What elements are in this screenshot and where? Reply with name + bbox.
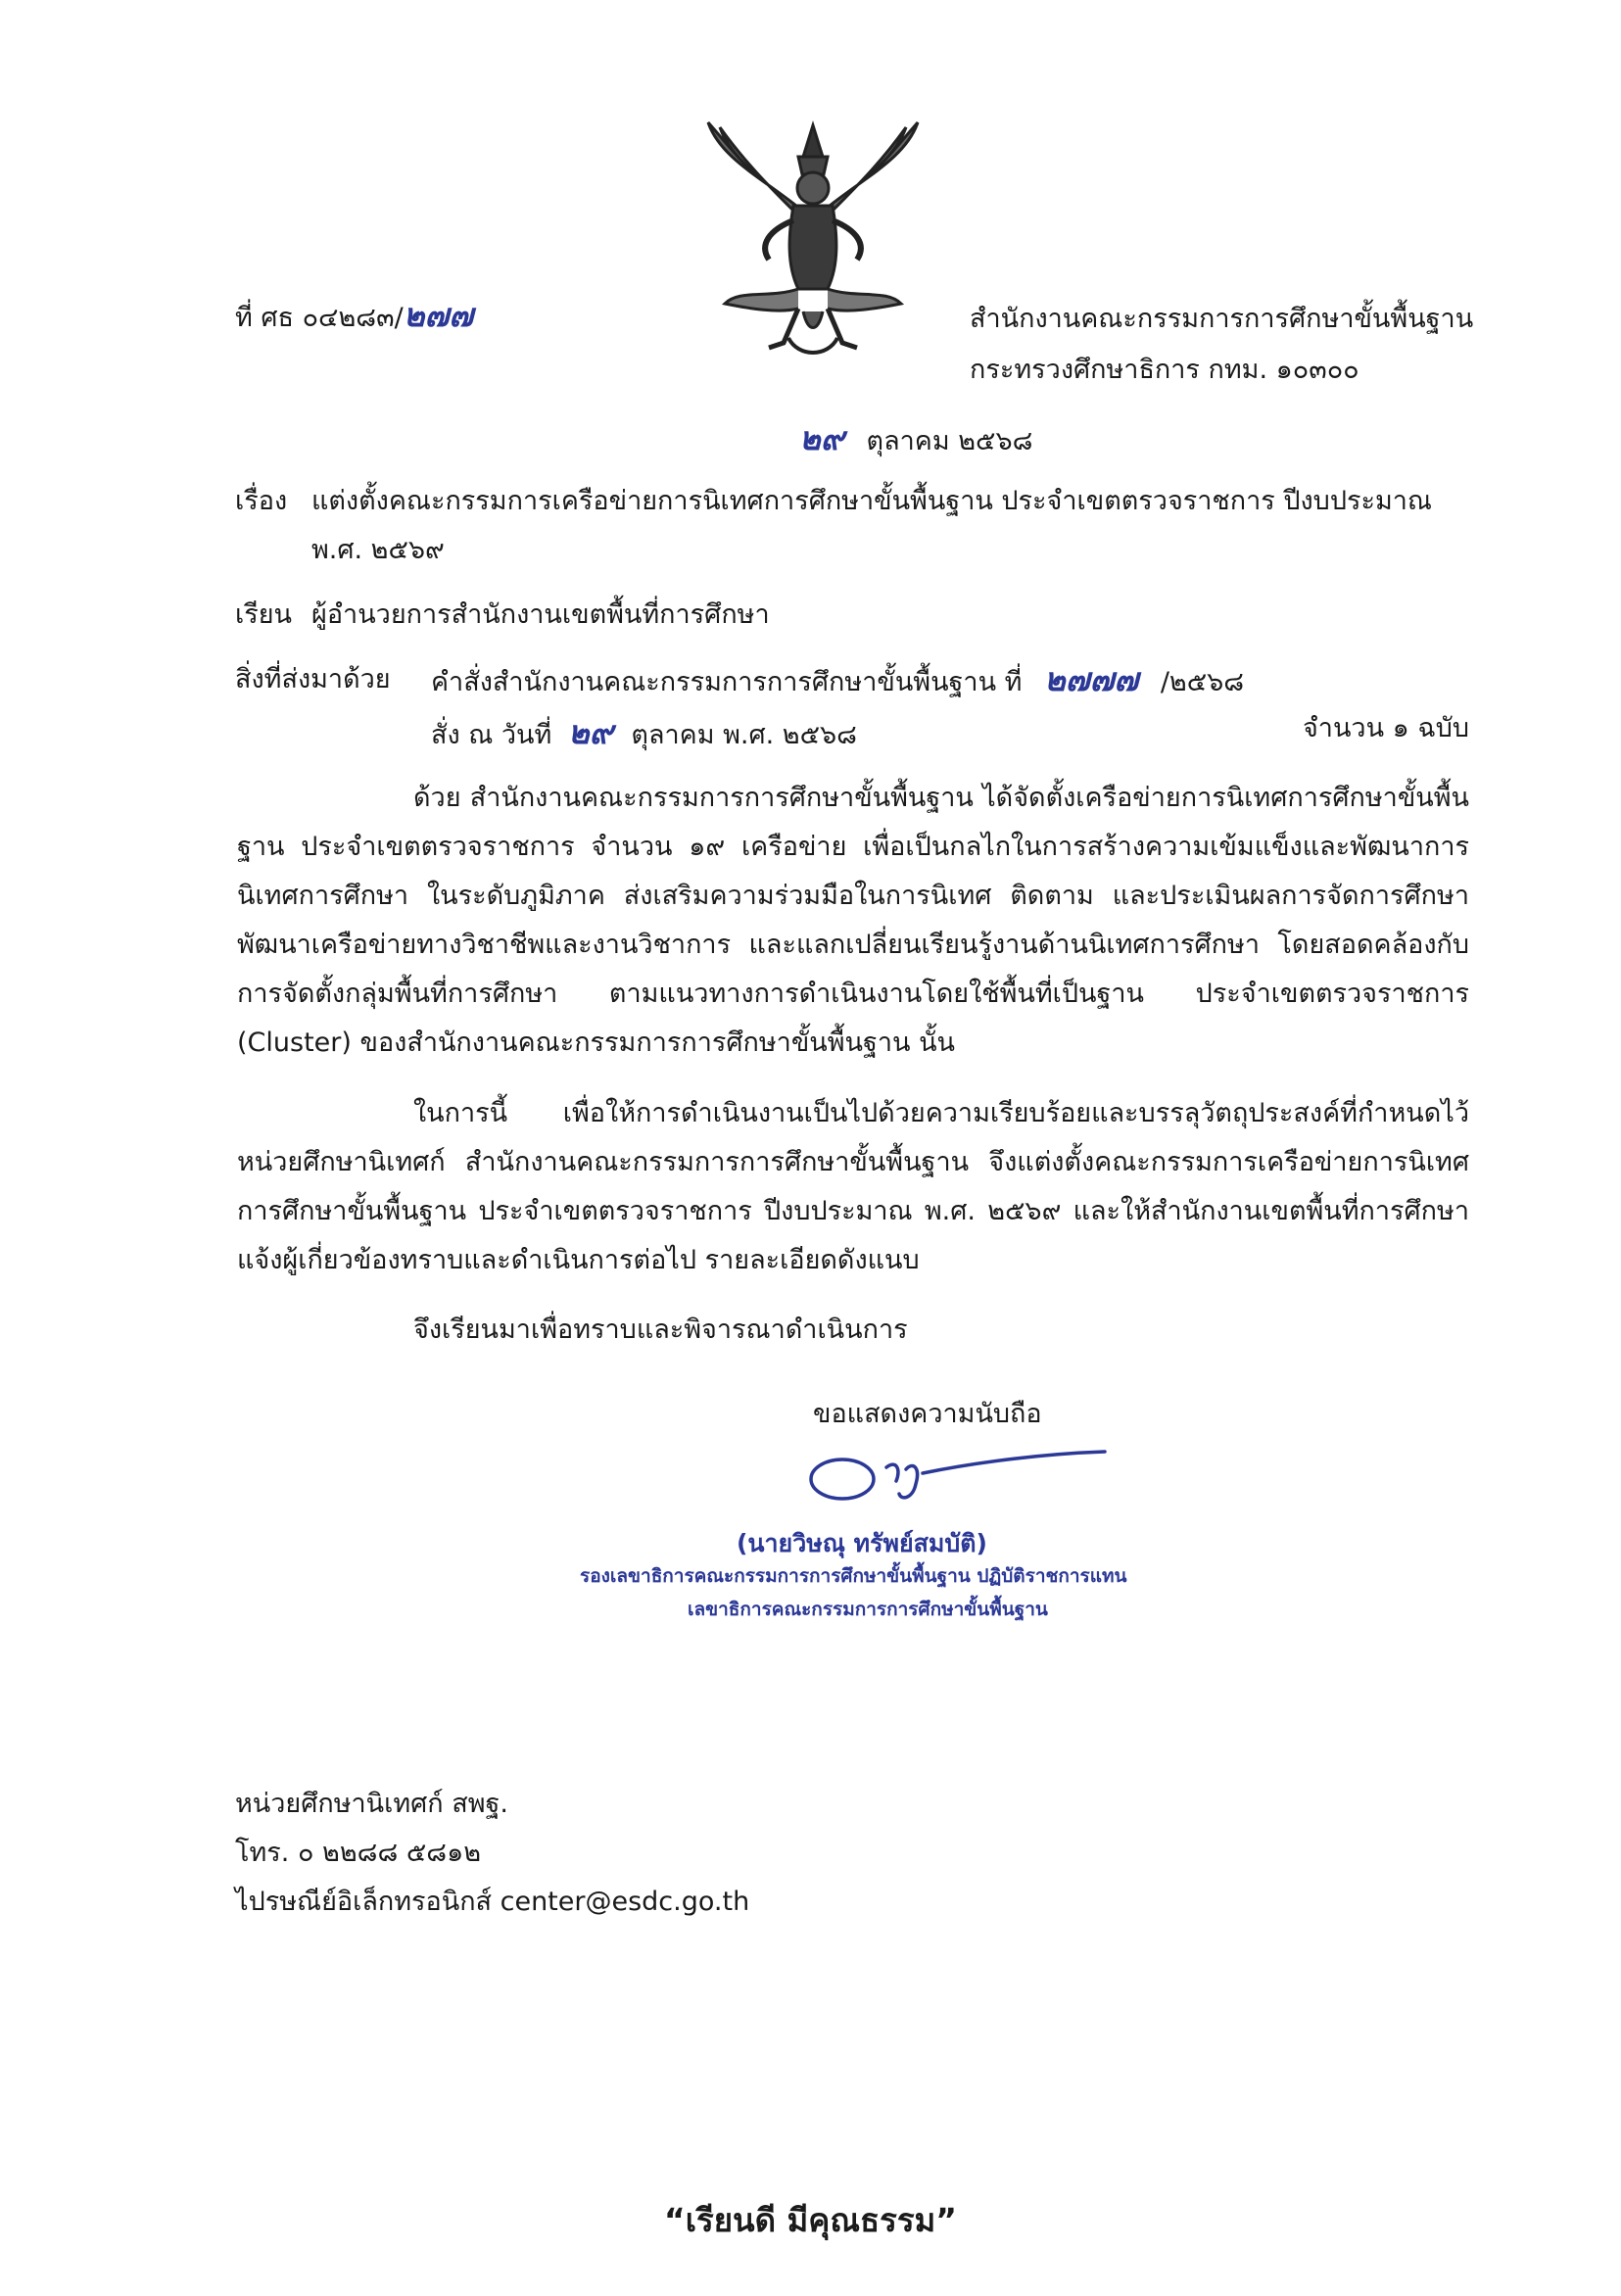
footer-motto: “เรียนดี มีคุณธรรม” — [664, 2201, 957, 2239]
date-day: ๒๙ — [799, 419, 844, 457]
signatory-title-1: รองเลขาธิการคณะกรรมการการศึกษาขั้นพื้นฐาน ปฏิบัติราชการแทน — [580, 1565, 1127, 1587]
garuda-emblem-icon — [700, 118, 926, 362]
ministry-address: กระทรวงศึกษาธิการ กทม. ๑๐๓๐๐ — [970, 355, 1359, 385]
closing-sentence: จึงเรียนมาเพื่อทราบและพิจารณาดำเนินการ — [413, 1315, 908, 1345]
enclosure-label: สิ่งที่ส่งมาด้วย — [235, 664, 391, 694]
agency-name: สำนักงานคณะกรรมการการศึกษาขั้นพื้นฐาน — [970, 304, 1474, 334]
reference-number: ๒๗๗ — [403, 296, 474, 334]
contact-unit: หน่วยศึกษานิเทศก์ สพฐ. — [235, 1789, 508, 1819]
reference-prefix: ที่ ศธ ๐๔๒๘๓/ — [235, 303, 404, 333]
body-paragraph-2 — [237, 1089, 1469, 1285]
subject-label: เรื่อง — [235, 486, 288, 516]
enclosure-order-year: /๒๕๖๘ — [1160, 667, 1245, 697]
date-month-year: ตุลาคม ๒๕๖๘ — [866, 426, 1033, 456]
salutation: ขอแสดงความนับถือ — [813, 1399, 1042, 1429]
enclosure-line-2 — [431, 713, 857, 752]
reference-line — [235, 296, 473, 335]
enclosure-count: จำนวน ๑ ฉบับ — [1302, 713, 1469, 743]
subject-line-2: พ.ศ. ๒๕๖๙ — [311, 535, 445, 565]
signatory-title-2: เลขาธิการคณะกรรมการการศึกษาขั้นพื้นฐาน — [688, 1599, 1048, 1620]
signatory-name: (นายวิษณุ ทรัพย์สมบัติ) — [737, 1529, 987, 1557]
body-paragraph-2-text: ในการนี้ เพื่อให้การดำเนินงานเป็นไปด้วยความเรียบร้อยและบรรลุวัตถุประสงค์ที่กำหนดไว้ หน่วยศึกษานิเทศก์ สำนักงานคณะกรรมการการศึกษาขั้นพื้นฐาน จึงแต่งตั้งคณะกรรมการเครือข่ายการนิเทศการศึกษาขั้นพื้นฐาน ประจำเขตตรวจราชการ ปีงบประมาณ พ.ศ. ๒๕๖๙ และให้สำนักงานเขตพื้นที่การศึกษาแจ้งผู้เกี่ยวข้องทราบและดำเนินการต่อไป รายละเอียดดังแนบ — [237, 1098, 1469, 1275]
letter-date — [799, 419, 1032, 458]
handwritten-signature — [803, 1440, 1117, 1508]
enclosure-date-day: ๒๙ — [567, 713, 613, 751]
enclosure-order-number: ๒๗๗๗ — [1044, 660, 1139, 698]
recipient-label: เรียน — [235, 599, 293, 630]
enclosure-order-text: คำสั่งสำนักงานคณะกรรมการการศึกษาขั้นพื้นฐาน ที่ — [431, 667, 1023, 697]
enclosure-line-1 — [431, 660, 1244, 699]
enclosure-date-rest: ตุลาคม พ.ศ. ๒๕๖๘ — [631, 720, 857, 750]
body-paragraph-1-text: ด้วย สำนักงานคณะกรรมการการศึกษาขั้นพื้นฐาน ได้จัดตั้งเครือข่ายการนิเทศการศึกษาขั้นพื้นฐาน ประจำเขตตรวจราชการ จำนวน ๑๙ เครือข่าย เพื่อเป็นกลไกในการสร้างความเข้มแข็งและพัฒนาการนิเทศการศึกษา ในระดับภูมิภาค ส่งเสริมความร่วมมือในการนิเทศ ติดตาม และประเมินผลการจัดการศึกษา พัฒนาเครือข่ายทางวิชาชีพและงานวิชาการ และแลกเปลี่ยนเรียนรู้งานด้านนิเทศการศึกษา โดยสอดคล้องกับการจัดตั้งกลุ่มพื้นที่การศึกษา ตามแนวทางการดำเนินงานโดยใช้พื้นที่เป็นฐาน ประจำเขตตรวจราชการ (Cluster) ของสำนักงานคณะกรรมการการศึกษาขั้นพื้นฐาน นั้น — [237, 783, 1469, 1058]
recipient-value: ผู้อำนวยการสำนักงานเขตพื้นที่การศึกษา — [311, 599, 770, 630]
subject-line-1: แต่งตั้งคณะกรรมการเครือข่ายการนิเทศการศึกษาขั้นพื้นฐาน ประจำเขตตรวจราชการ ปีงบประมาณ — [311, 486, 1432, 516]
contact-phone: โทร. ๐ ๒๒๘๘ ๕๘๑๒ — [235, 1838, 482, 1868]
contact-email: ไปรษณีย์อิเล็กทรอนิกส์ center@esdc.go.th — [235, 1887, 750, 1917]
body-paragraph-1 — [237, 774, 1469, 1068]
enclosure-date-prefix: สั่ง ณ วันที่ — [431, 720, 552, 750]
